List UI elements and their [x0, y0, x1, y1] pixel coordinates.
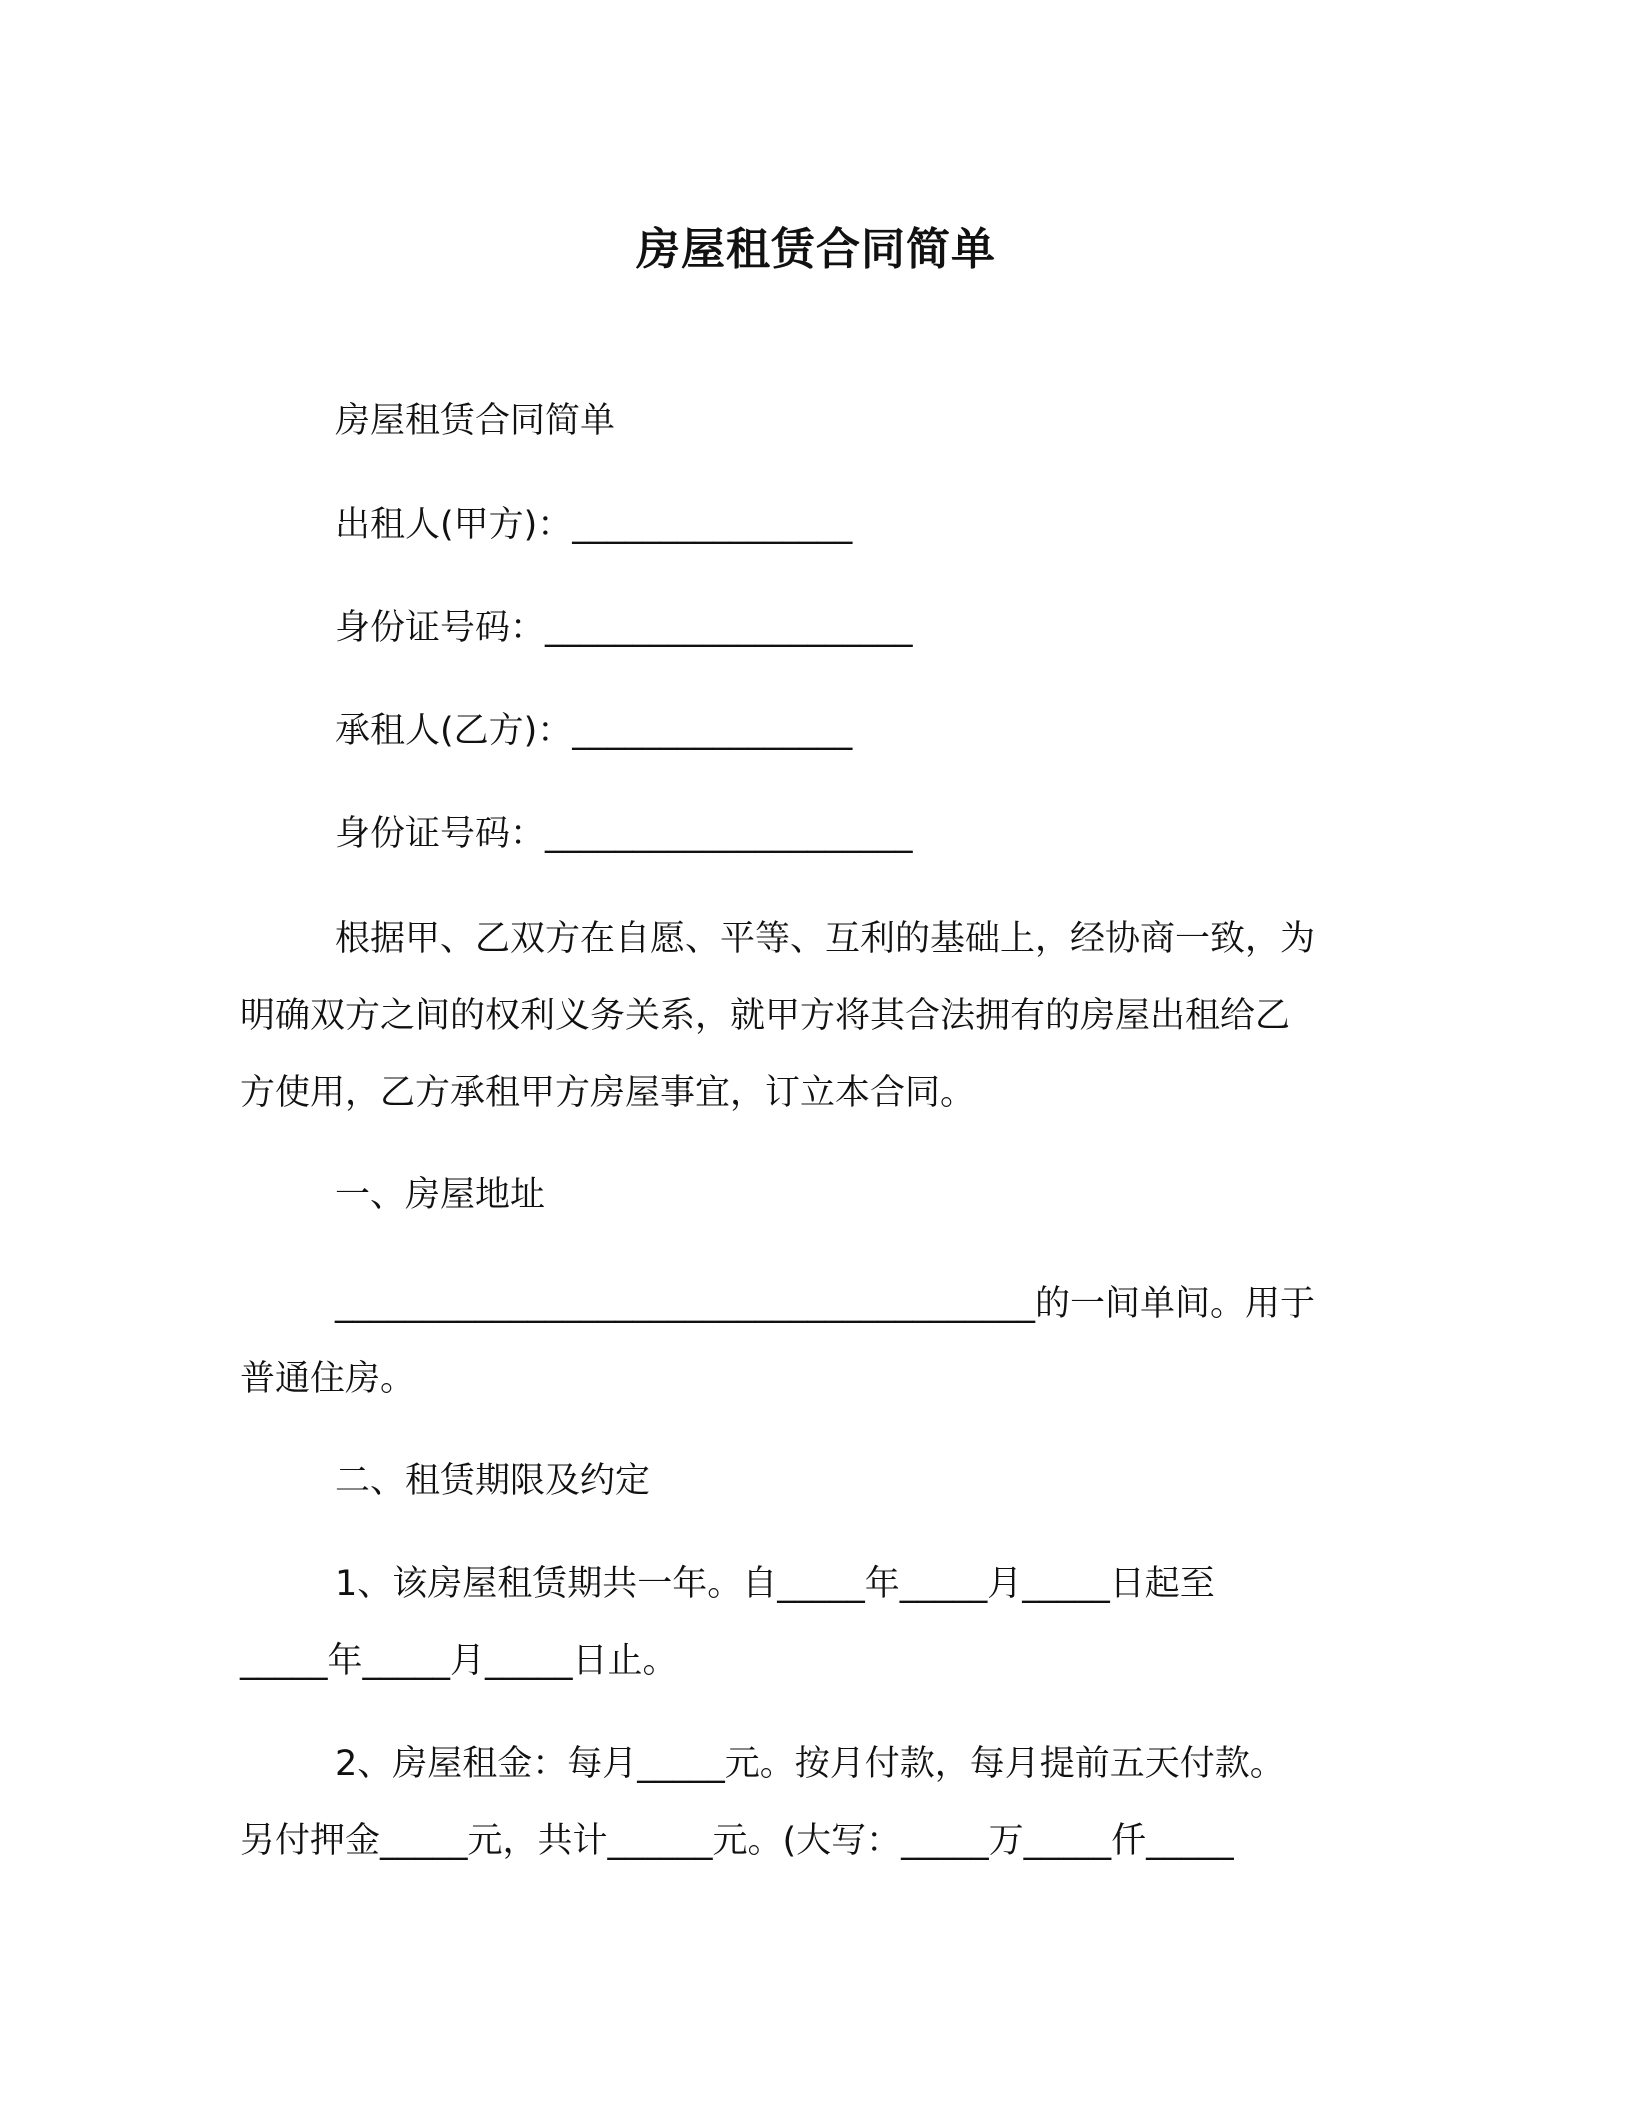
- rent-line-2: 另付押金_____元，共计______元。(大写：_____万_____仟_____: [240, 1821, 1234, 1861]
- lessee-line: 承租人(乙方)：________________: [335, 711, 853, 751]
- preamble-line-1: 根据甲、乙双方在自愿、平等、互利的基础上，经协商一致，为: [335, 919, 1316, 959]
- section-heading-term: 二、租赁期限及约定: [335, 1461, 651, 1501]
- document-title: 房屋租赁合同简单: [636, 224, 996, 275]
- address-line-2: 普通住房。: [240, 1359, 416, 1399]
- preamble-line-3: 方使用，乙方承租甲方房屋事宜，订立本合同。: [240, 1073, 976, 1113]
- lessee-id-line: 身份证号码：_____________________: [335, 814, 913, 854]
- address-line-1: ________________________________________的一间单间。用于: [335, 1284, 1316, 1324]
- lessor-line: 出租人(甲方)：________________: [335, 505, 853, 545]
- lessor-id-line: 身份证号码：_____________________: [335, 608, 913, 648]
- term-line-1: 1、该房屋租赁期共一年。自_____年_____月_____日起至: [335, 1564, 1215, 1604]
- preamble-line-2: 明确双方之间的权利义务关系，就甲方将其合法拥有的房屋出租给乙: [240, 996, 1291, 1036]
- rent-line-1: 2、房屋租金：每月_____元。按月付款，每月提前五天付款。: [335, 1744, 1285, 1784]
- term-line-2: _____年_____月_____日止。: [240, 1641, 678, 1681]
- section-heading-address: 一、房屋地址: [335, 1175, 546, 1215]
- subtitle-line: 房屋租赁合同简单: [335, 401, 616, 441]
